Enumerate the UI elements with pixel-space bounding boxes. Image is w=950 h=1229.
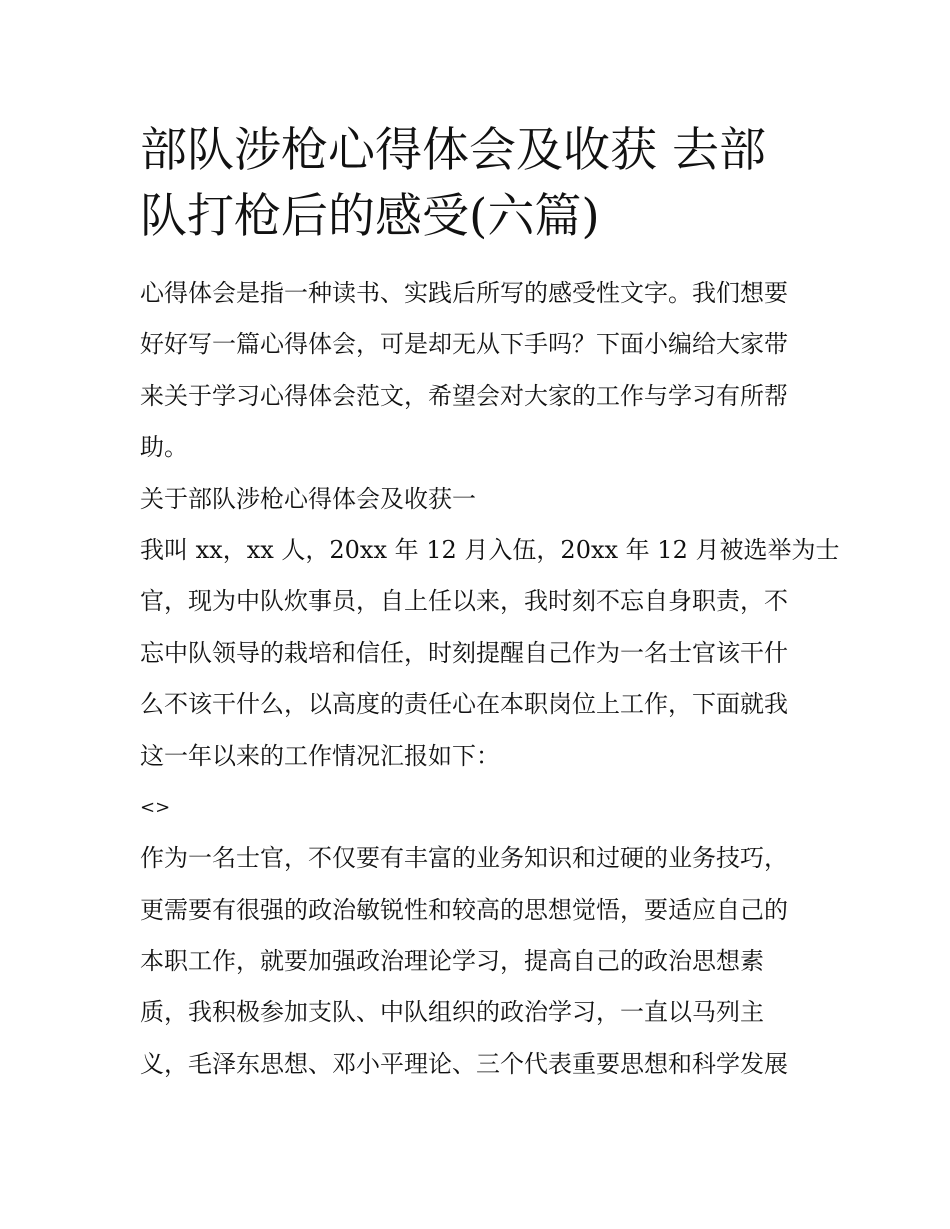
title-line: 部队涉枪心得体会及收获 去部 xyxy=(140,123,766,178)
document-content xyxy=(140,118,840,1090)
body-line: 义，毛泽东思想、邓小平理论、三个代表重要思想和科学发展 xyxy=(140,1049,788,1078)
body-line: 这一年以来的工作情况汇报如下： xyxy=(140,741,500,770)
body-line: 来关于学习心得体会范文，希望会对大家的工作与学习有所帮 xyxy=(140,381,788,410)
body-line: 忘中队领导的栽培和信任，时刻提醒自己作为一名士官该干什 xyxy=(140,638,788,667)
body-line: 么不该干什么，以高度的责任心在本职岗位上工作，下面就我 xyxy=(140,690,788,719)
title-line: 队打枪后的感受(六篇) xyxy=(140,189,600,244)
body-line: 助。 xyxy=(140,433,188,462)
document-title xyxy=(140,118,812,250)
body-line: 质，我积极参加支队、中队组织的政治学习，一直以马列主 xyxy=(140,998,764,1027)
body-line: 本职工作，就要加强政治理论学习，提高自己的政治思想素 xyxy=(140,947,764,976)
placeholder-marker: <> xyxy=(140,796,171,818)
document-body xyxy=(140,268,840,1090)
body-line: 心得体会是指一种读书、实践后所写的感受性文字。我们想要 xyxy=(140,279,788,307)
body-line: 官，现为中队炊事员，自上任以来，我时刻不忘自身职责，不 xyxy=(140,587,788,616)
section-heading: 关于部队涉枪心得体会及收获一 xyxy=(140,484,476,513)
body-line: 我叫 xx，xx 人，20xx 年 12 月入伍，20xx 年 12 月被选举为士 xyxy=(140,535,840,564)
body-line: 更需要有很强的政治敏锐性和较高的思想觉悟，要适应自己的 xyxy=(140,895,788,924)
body-line: 作为一名士官，不仅要有丰富的业务知识和过硬的业务技巧， xyxy=(140,844,788,873)
body-line: 好好写一篇心得体会，可是却无从下手吗？下面小编给大家带 xyxy=(140,330,788,359)
